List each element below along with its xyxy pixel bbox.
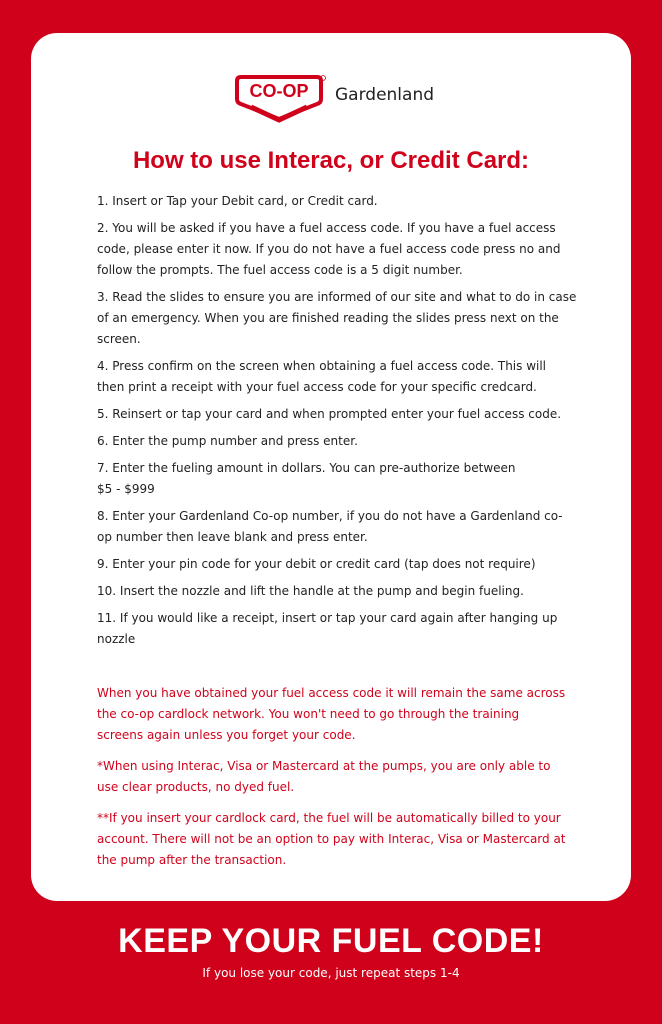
step-item: 3. Read the slides to ensure you are informed of our site and what to do in case of an emergency. When you are finished reading the slides press next on the screen. <box>97 290 577 346</box>
footer-subtext: If you lose your code, just repeat steps 1-4 <box>202 966 460 980</box>
brand-header <box>231 73 434 125</box>
notes-section <box>97 683 569 881</box>
brand-name: Gardenland <box>335 85 435 105</box>
step-item: 2. You will be asked if you have a fuel access code. If you have a fuel access code, please enter it now. If you do not have a fuel access code press no and follow the prompts. The fuel access code is a 5 digit number. <box>97 221 561 277</box>
step-item: 5. Reinsert or tap your card and when prompted enter your fuel access code. <box>97 407 562 421</box>
step-item: 11. If you would like a receipt, insert or tap your card again after hanging up nozzle <box>97 611 558 646</box>
instruction-card <box>31 33 631 901</box>
note-item: **If you insert your cardlock card, the fuel will be automatically billed to your account. There will not be an option to pay with Interac, Visa or Mastercard at the pump after the transaction. <box>97 811 566 867</box>
step-item: 7. Enter the fueling amount in dollars. You can pre-authorize between $5 - $999 <box>97 461 516 496</box>
coop-logo-icon <box>231 73 327 125</box>
step-item: 8. Enter your Gardenland Co-op number, if you do not have a Gardenland co-op number then leave blank and press enter. <box>97 509 563 544</box>
step-item: 10. Insert the nozzle and lift the handle at the pump and begin fueling. <box>97 584 524 598</box>
logo-text: CO-OP <box>249 81 309 101</box>
note-item: When you have obtained your fuel access code it will remain the same across the co-op cardlock network. You won't need to go through the training screens again unless you forget your code. <box>97 686 566 742</box>
page-title: How to use Interac, or Credit Card: <box>132 147 530 174</box>
step-item: 4. Press confirm on the screen when obtaining a fuel access code. This will then print a receipt with your fuel access code for your specific credcard. <box>97 359 547 394</box>
footer-headline: KEEP YOUR FUEL CODE! <box>118 922 544 960</box>
step-item: 1. Insert or Tap your Debit card, or Credit card. <box>97 194 378 208</box>
note-item: *When using Interac, Visa or Mastercard at the pumps, you are only able to use clear products, no dyed fuel. <box>97 759 551 794</box>
step-item: 6. Enter the pump number and press enter. <box>97 434 358 448</box>
steps-list <box>97 191 577 656</box>
step-item: 9. Enter your pin code for your debit or credit card (tap does not require) <box>97 557 536 571</box>
